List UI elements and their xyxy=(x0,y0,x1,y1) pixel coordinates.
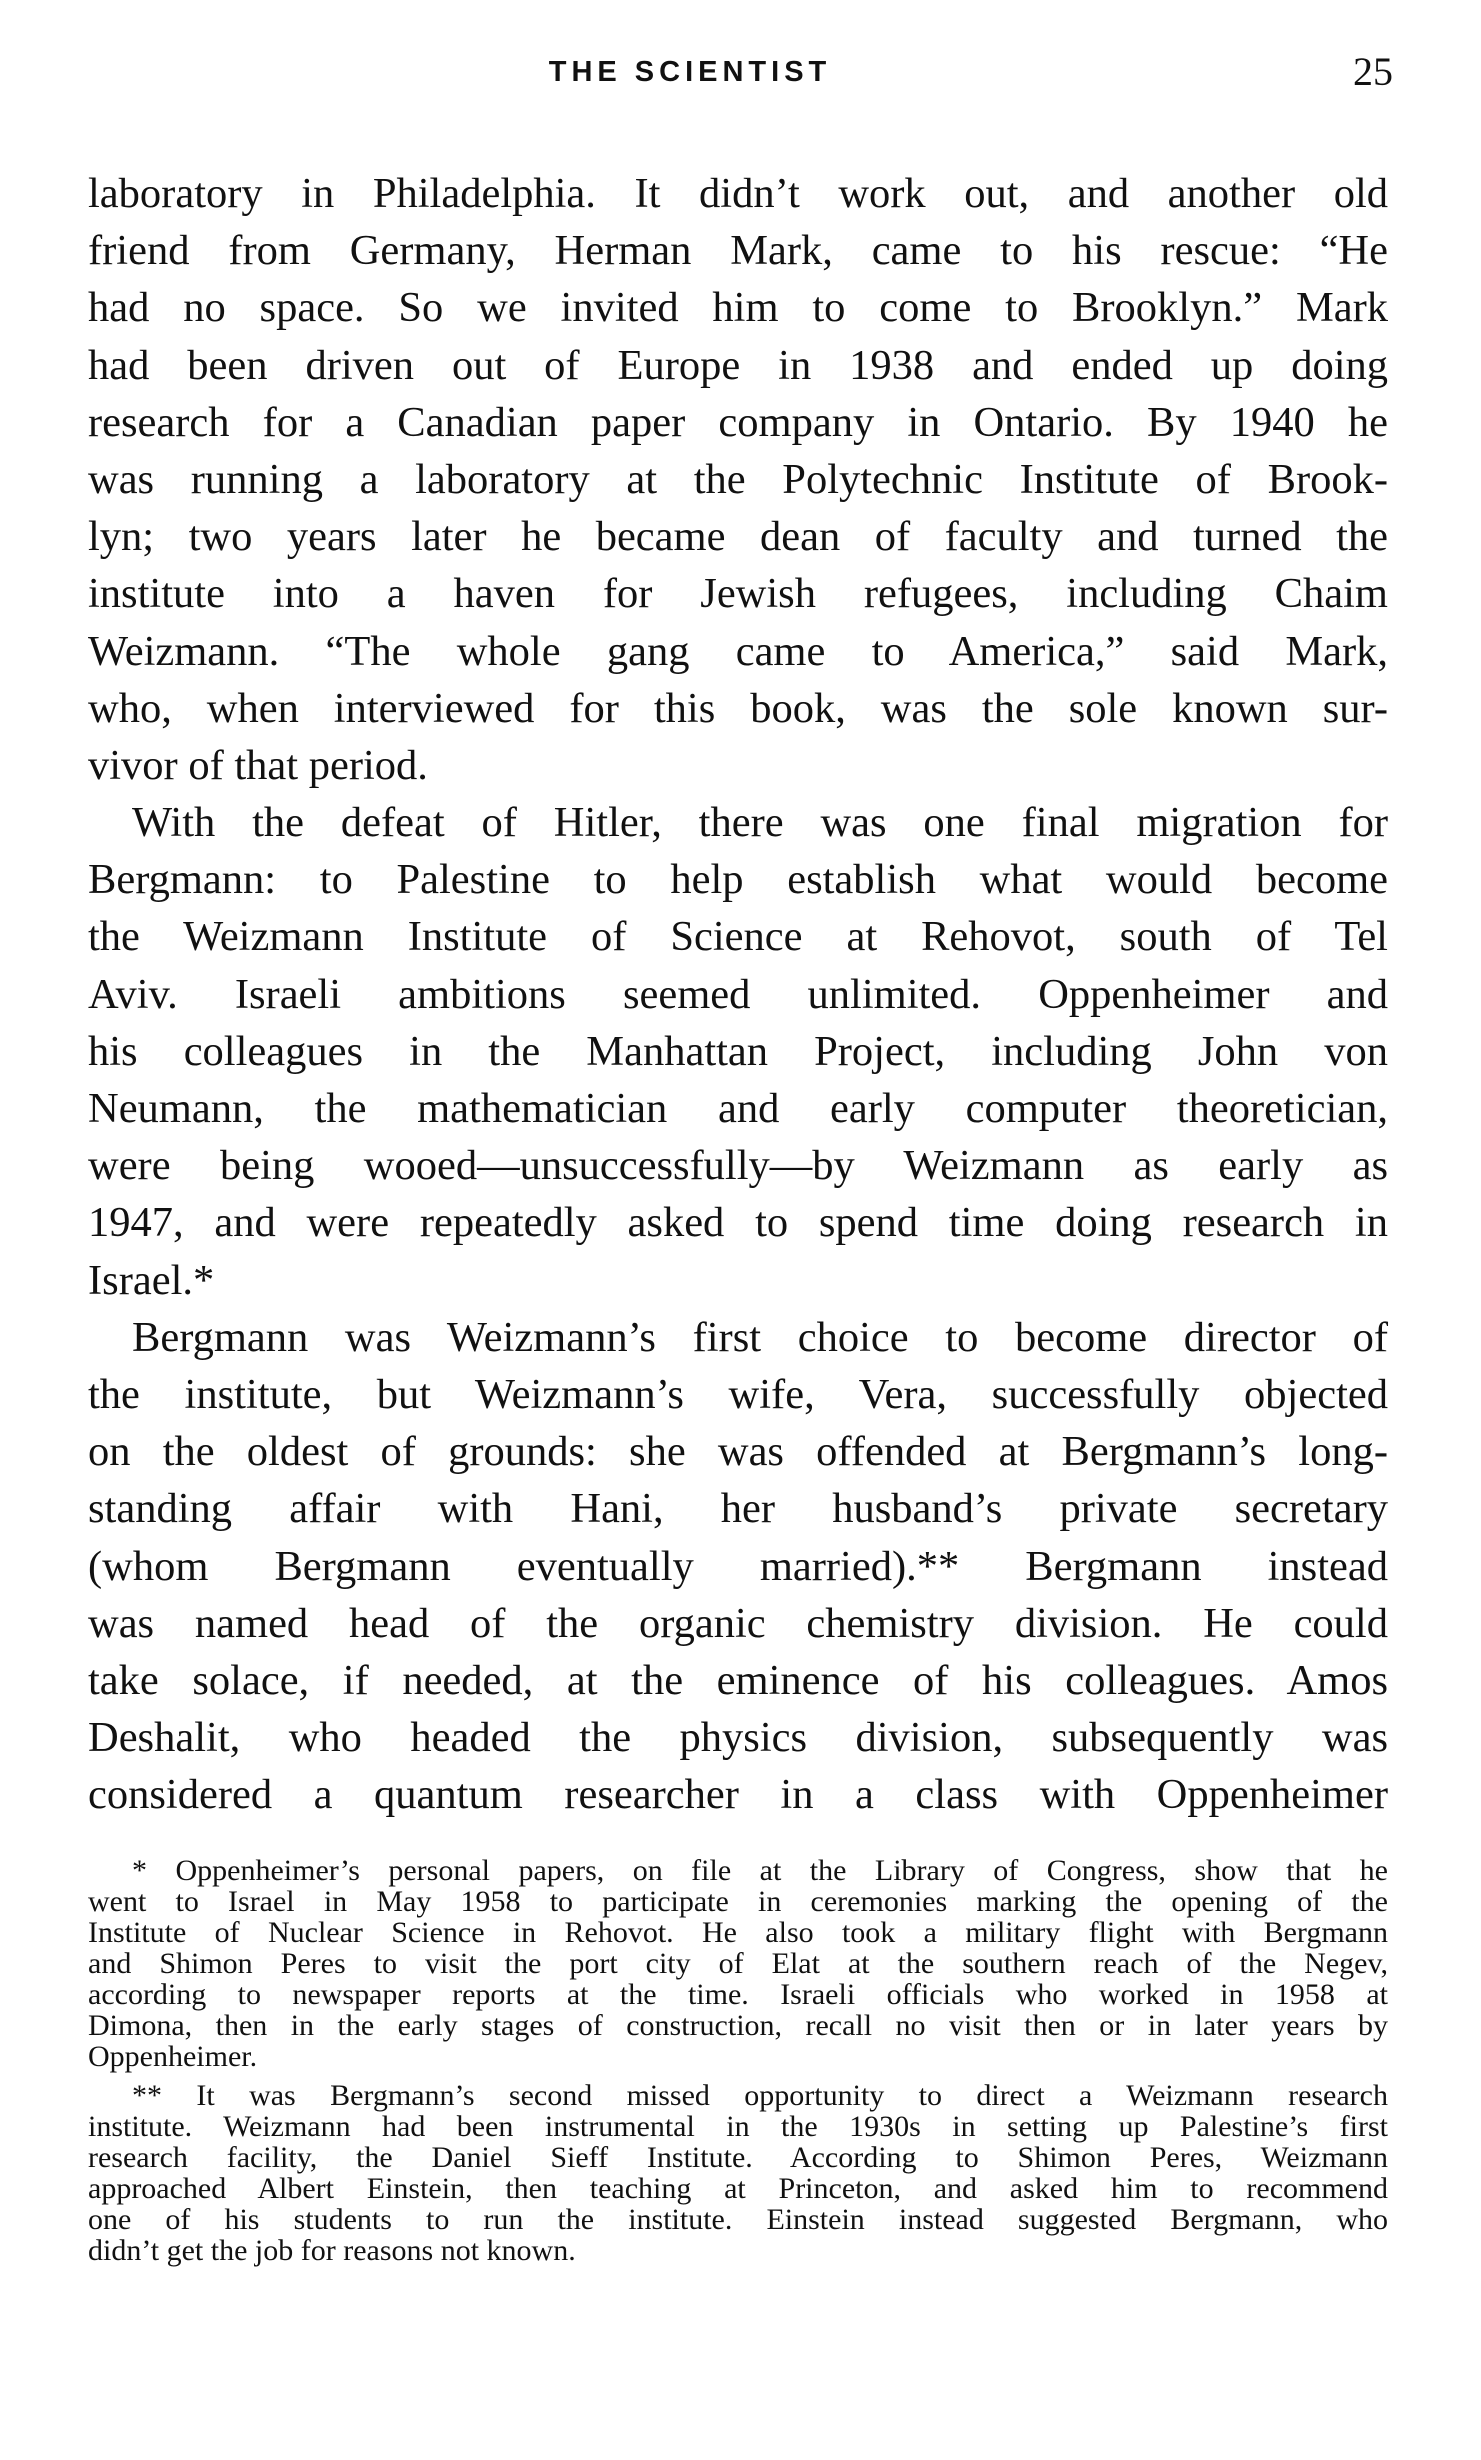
text-line: 1947, and were repeatedly asked to spend time doing research in xyxy=(88,1199,1388,1247)
text-line: on the oldest of grounds: she was offended at Bergmann’s long- xyxy=(88,1428,1388,1476)
text-line: Weizmann. “The whole gang came to America,” said Mark, xyxy=(88,627,1388,675)
paragraph-start-line: Bergmann was Weizmann’s first choice to become director of xyxy=(132,1313,1388,1361)
paragraph-end-line: Israel.* xyxy=(88,1256,215,1304)
text-line: was running a laboratory at the Polytechnic Institute of Brook- xyxy=(88,455,1388,503)
footnote-line: Oppenheimer. xyxy=(88,2040,258,2073)
text-line: lyn; two years later he became dean of faculty and turned the xyxy=(88,513,1388,561)
text-line: institute into a haven for Jewish refugees, including Chaim xyxy=(88,570,1388,618)
text-line: (whom Bergmann eventually married).** Bergmann instead xyxy=(88,1542,1388,1590)
text-line: Deshalit, who headed the physics division, subsequently was xyxy=(88,1714,1388,1762)
text-line: take solace, if needed, at the eminence of his colleagues. Amos xyxy=(88,1656,1388,1704)
paragraph-start-line: With the defeat of Hitler, there was one final migration for xyxy=(132,799,1388,847)
text-line: who, when interviewed for this book, was the sole known sur- xyxy=(88,684,1388,732)
footnote-line: ** It was Bergmann’s second missed opportunity to direct a Weizmann research xyxy=(132,2079,1388,2112)
text-line: the institute, but Weizmann’s wife, Vera, successfully objected xyxy=(88,1370,1388,1418)
text-line: friend from Germany, Herman Mark, came to his rescue: “He xyxy=(88,227,1388,275)
footnote-line: didn’t get the job for reasons not known. xyxy=(88,2234,576,2267)
footnote-line: one of his students to run the institute. Einstein instead suggested Bergmann, who xyxy=(88,2203,1388,2236)
text-line: had no space. So we invited him to come to Brooklyn.” Mark xyxy=(88,284,1388,332)
footnote-line: * Oppenheimer’s personal papers, on file at the Library of Congress, show that he xyxy=(132,1854,1388,1887)
page-number: 25 xyxy=(1353,49,1393,94)
footnote-line: Dimona, then in the early stages of construction, recall no visit then or in later years by xyxy=(88,2009,1388,2042)
body-text xyxy=(88,165,1388,1823)
text-line: laboratory in Philadelphia. It didn’t work out, and another old xyxy=(88,170,1388,217)
running-head xyxy=(0,49,1481,94)
text-line: Bergmann: to Palestine to help establish what would become xyxy=(88,856,1388,904)
text-line: the Weizmann Institute of Science at Rehovot, south of Tel xyxy=(88,913,1388,961)
running-title: THE SCIENTIST xyxy=(548,56,832,88)
text-line: Neumann, the mathematician and early computer theoretician, xyxy=(88,1085,1388,1132)
text-line: considered a quantum researcher in a class with Oppenheimer xyxy=(88,1771,1388,1819)
text-line: his colleagues in the Manhattan Project, including John von xyxy=(88,1027,1388,1075)
footnote-line: institute. Weizmann had been instrumental in the 1930s in setting up Palestine’s first xyxy=(88,2110,1388,2143)
footnote-line: according to newspaper reports at the time. Israeli officials who worked in 1958 at xyxy=(88,1978,1388,2011)
text-line: had been driven out of Europe in 1938 and ended up doing xyxy=(88,341,1388,389)
text-line: standing affair with Hani, her husband’s private secretary xyxy=(88,1485,1388,1533)
footnote-line: and Shimon Peres to visit the port city of Elat at the southern reach of the Negev, xyxy=(88,1947,1388,1980)
text-line: research for a Canadian paper company in Ontario. By 1940 he xyxy=(88,398,1388,446)
footnotes xyxy=(88,1855,1388,2266)
footnote-line: research facility, the Daniel Sieff Institute. According to Shimon Peres, Weizmann xyxy=(88,2141,1388,2174)
footnote-line: approached Albert Einstein, then teaching at Princeton, and asked him to recommend xyxy=(88,2172,1388,2205)
paragraph-end-line: vivor of that period. xyxy=(88,741,428,789)
footnote-line: went to Israel in May 1958 to participate in ceremonies marking the opening of the xyxy=(88,1885,1388,1918)
text-line: was named head of the organic chemistry division. He could xyxy=(88,1599,1388,1647)
footnote-2 xyxy=(88,2080,1388,2266)
footnote-1 xyxy=(88,1855,1388,2072)
text-line: Aviv. Israeli ambitions seemed unlimited. Oppenheimer and xyxy=(88,970,1388,1018)
footnote-line: Institute of Nuclear Science in Rehovot. He also took a military flight with Bergmann xyxy=(88,1916,1388,1949)
text-line: were being wooed—unsuccessfully—by Weizmann as early as xyxy=(88,1142,1388,1190)
